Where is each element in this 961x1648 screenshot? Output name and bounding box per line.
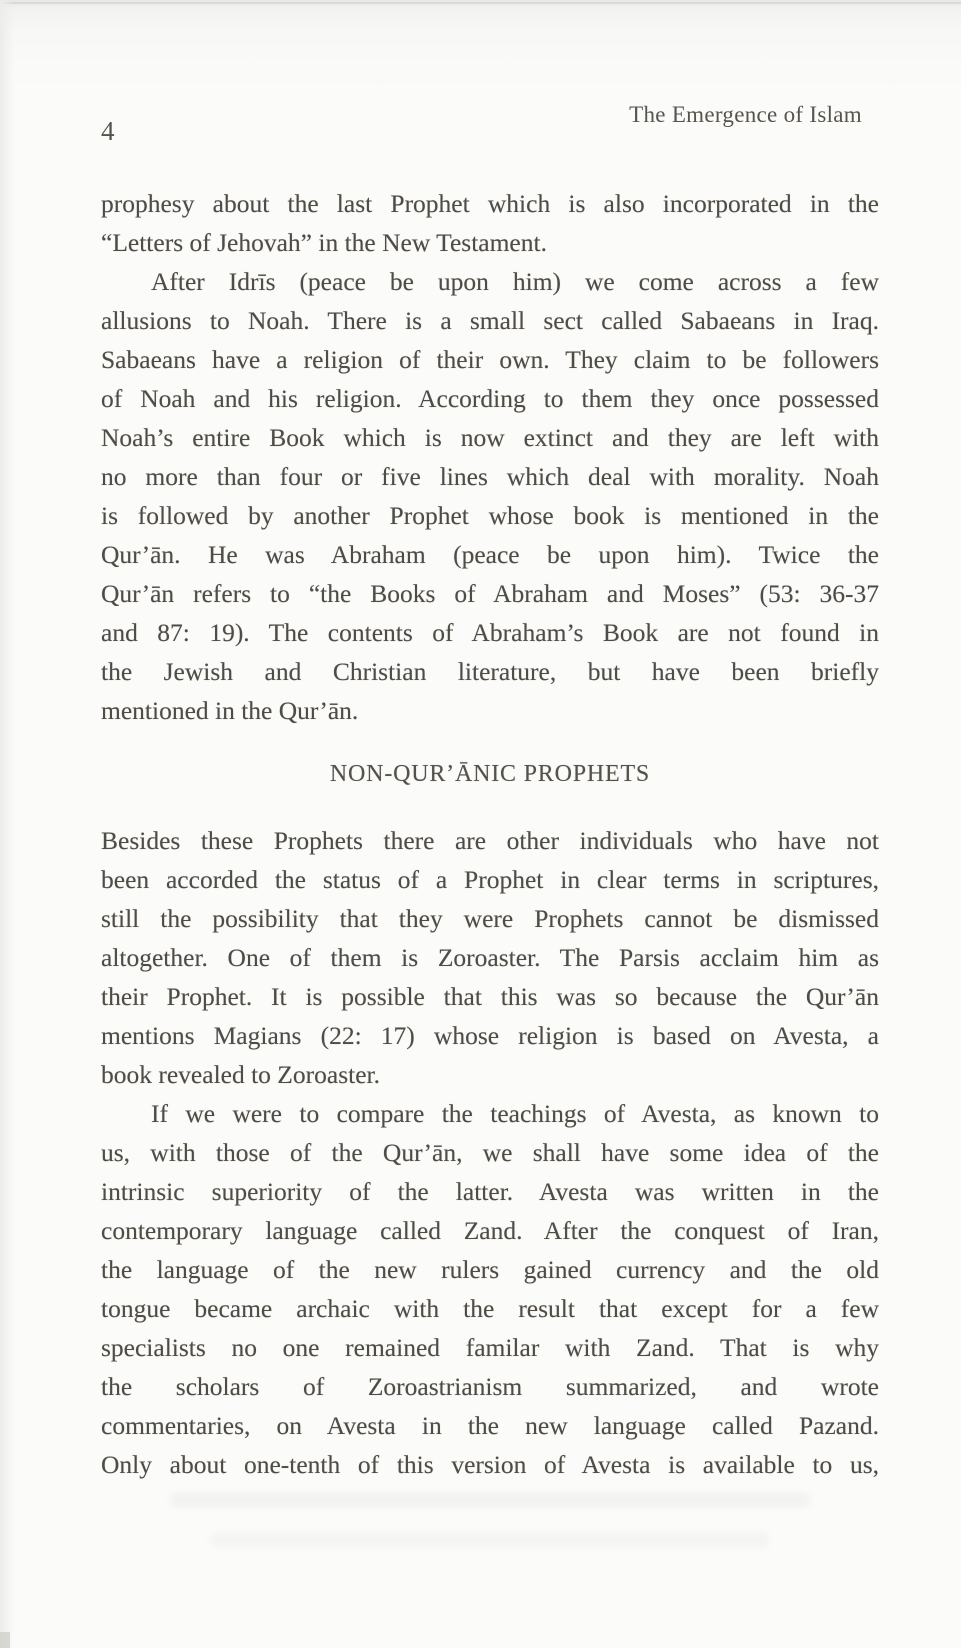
text-line: is followed by another Prophet whose book is mentioned in the [101, 501, 879, 530]
text-line: “Letters of Jehovah” in the New Testament. [101, 228, 547, 257]
section-heading: NON-QUR’ĀNIC PROPHETS [329, 761, 651, 787]
paragraph [101, 1094, 879, 1484]
text-line: commentaries, on Avesta in the new language called Pazand. [101, 1411, 879, 1440]
text-line: mentioned in the Qur’ān. [101, 696, 359, 725]
text-line: of Noah and his religion. According to them they once possessed [101, 384, 879, 413]
paragraph [101, 821, 879, 1094]
text-line: the Jewish and Christian literature, but have been briefly [101, 657, 879, 686]
paragraph [101, 184, 879, 262]
text-line: and 87: 19). The contents of Abraham’s Book are not found in [101, 618, 879, 647]
text-line: the language of the new rulers gained currency and the old [101, 1255, 879, 1284]
text-line: mentions Magians (22: 17) whose religion is based on Avesta, a [101, 1021, 879, 1050]
text-line: Qur’ān. He was Abraham (peace be upon him). Twice the [101, 540, 879, 569]
text-line: Noah’s entire Book which is now extinct and they are left with [101, 423, 879, 452]
running-header: The Emergence of Islam [629, 102, 862, 127]
text-line: contemporary language called Zand. After the conquest of Iran, [101, 1216, 879, 1245]
text-line: been accorded the status of a Prophet in clear terms in scriptures, [101, 865, 879, 894]
text-line: no more than four or five lines which deal with morality. Noah [101, 462, 879, 491]
text-line: us, with those of the Qur’ān, we shall have some idea of the [101, 1138, 879, 1167]
page-header [0, 0, 961, 170]
text-line: the scholars of Zoroastrianism summarized, and wrote [101, 1372, 879, 1401]
text-line: Qur’ān refers to “the Books of Abraham and Moses” (53: 36-37 [101, 579, 879, 608]
scan-left-edge-shading [0, 0, 14, 1648]
page-content [101, 184, 879, 1484]
page-body [101, 184, 879, 1484]
text-line: allusions to Noah. There is a small sect called Sabaeans in Iraq. [101, 306, 879, 335]
text-line: book revealed to Zoroaster. [101, 1060, 380, 1089]
text-line: If we were to compare the teachings of Avesta, as known to [151, 1099, 879, 1128]
text-line: Only about one-tenth of this version of Avesta is available to us, [101, 1450, 879, 1479]
text-line: Sabaeans have a religion of their own. They claim to be followers [101, 345, 879, 374]
text-line: their Prophet. It is possible that this was so because the Qur’ān [101, 982, 879, 1011]
text-line: intrinsic superiority of the latter. Avesta was written in the [101, 1177, 879, 1206]
bleed-through-text-ghost [170, 1492, 810, 1508]
text-line: specialists no one remained familar with Zand. That is why [101, 1333, 879, 1362]
bleed-through-text-ghost [210, 1532, 770, 1548]
text-line: still the possibility that they were Prophets cannot be dismissed [101, 904, 879, 933]
text-line: altogether. One of them is Zoroaster. The Parsis acclaim him as [101, 943, 879, 972]
paragraph [101, 262, 879, 730]
text-line: After Idrīs (peace be upon him) we come across a few [151, 267, 879, 296]
text-line: Besides these Prophets there are other individuals who have not [101, 826, 879, 855]
text-line: tongue became archaic with the result that except for a few [101, 1294, 879, 1323]
page-number: 4 [101, 116, 115, 146]
scan-corner-mark [0, 1632, 10, 1648]
text-line: prophesy about the last Prophet which is also incorporated in the [101, 189, 879, 218]
